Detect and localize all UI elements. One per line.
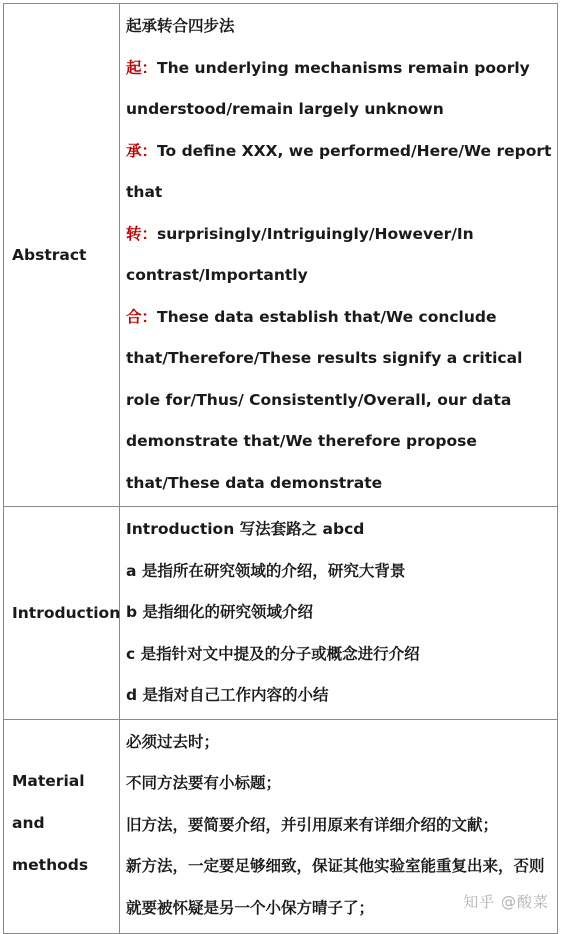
- abstract-item-text: To define XXX, we performed/Here/We report that: [126, 141, 552, 201]
- methods-line: 必须过去时；: [126, 732, 220, 751]
- methods-label-line: and: [12, 813, 45, 832]
- abstract-item-text: surprisingly/Intriguingly/However/In contrast/Importantly: [126, 224, 474, 284]
- introduction-row: [4, 507, 558, 720]
- introduction-line: c 是指针对文中提及的分子或概念进行介绍: [126, 644, 420, 663]
- methods-line: 旧方法，要简要介绍，并引用原来有详细介绍的文献；: [126, 815, 499, 834]
- introduction-label: Introduction: [4, 507, 120, 720]
- marker-cheng: 承：: [126, 141, 158, 160]
- methods-line: 新方法，一定要足够细致，保证其他实验室能重复出来，否则就要被怀疑是另一个小保方晴子了；: [126, 857, 545, 917]
- abstract-row: [4, 4, 558, 507]
- abstract-item-text: These data establish that/We conclude that/Therefore/These results signify a critical role for/Thus/ Consistently/Overall, our data demonstrate that/We therefore propose that/These data demonstrate: [126, 307, 523, 492]
- marker-qi: 起：: [126, 58, 158, 77]
- abstract-item-he: [126, 297, 553, 505]
- abstract-item-cheng: [126, 131, 553, 214]
- abstract-item-qi: [126, 48, 553, 131]
- marker-zhuan: 转：: [126, 224, 158, 243]
- watermark: 知乎 @酸菜: [463, 893, 549, 911]
- methods-label: [4, 719, 120, 933]
- methods-line: 不同方法要有小标题；: [126, 774, 282, 792]
- introduction-line: d 是指对自己工作内容的小结: [126, 686, 329, 704]
- abstract-content: [120, 4, 558, 507]
- abstract-label: Abstract: [4, 4, 120, 507]
- introduction-content: [120, 507, 558, 720]
- introduction-line: b 是指细化的研究领域介绍: [126, 603, 313, 621]
- methods-label-line: methods: [12, 855, 89, 874]
- introduction-line: a 是指所在研究领域的介绍，研究大背景: [126, 561, 406, 580]
- abstract-item-text: The underlying mechanisms remain poorly understood/remain largely unknown: [126, 58, 530, 118]
- introduction-line: Introduction 写法套路之 abcd: [126, 520, 365, 538]
- marker-he: 合：: [126, 307, 158, 326]
- writing-guide-table: [3, 3, 558, 934]
- abstract-item-zhuan: [126, 214, 553, 297]
- methods-label-line: Material: [12, 771, 85, 790]
- abstract-heading: 起承转合四步法: [126, 17, 235, 35]
